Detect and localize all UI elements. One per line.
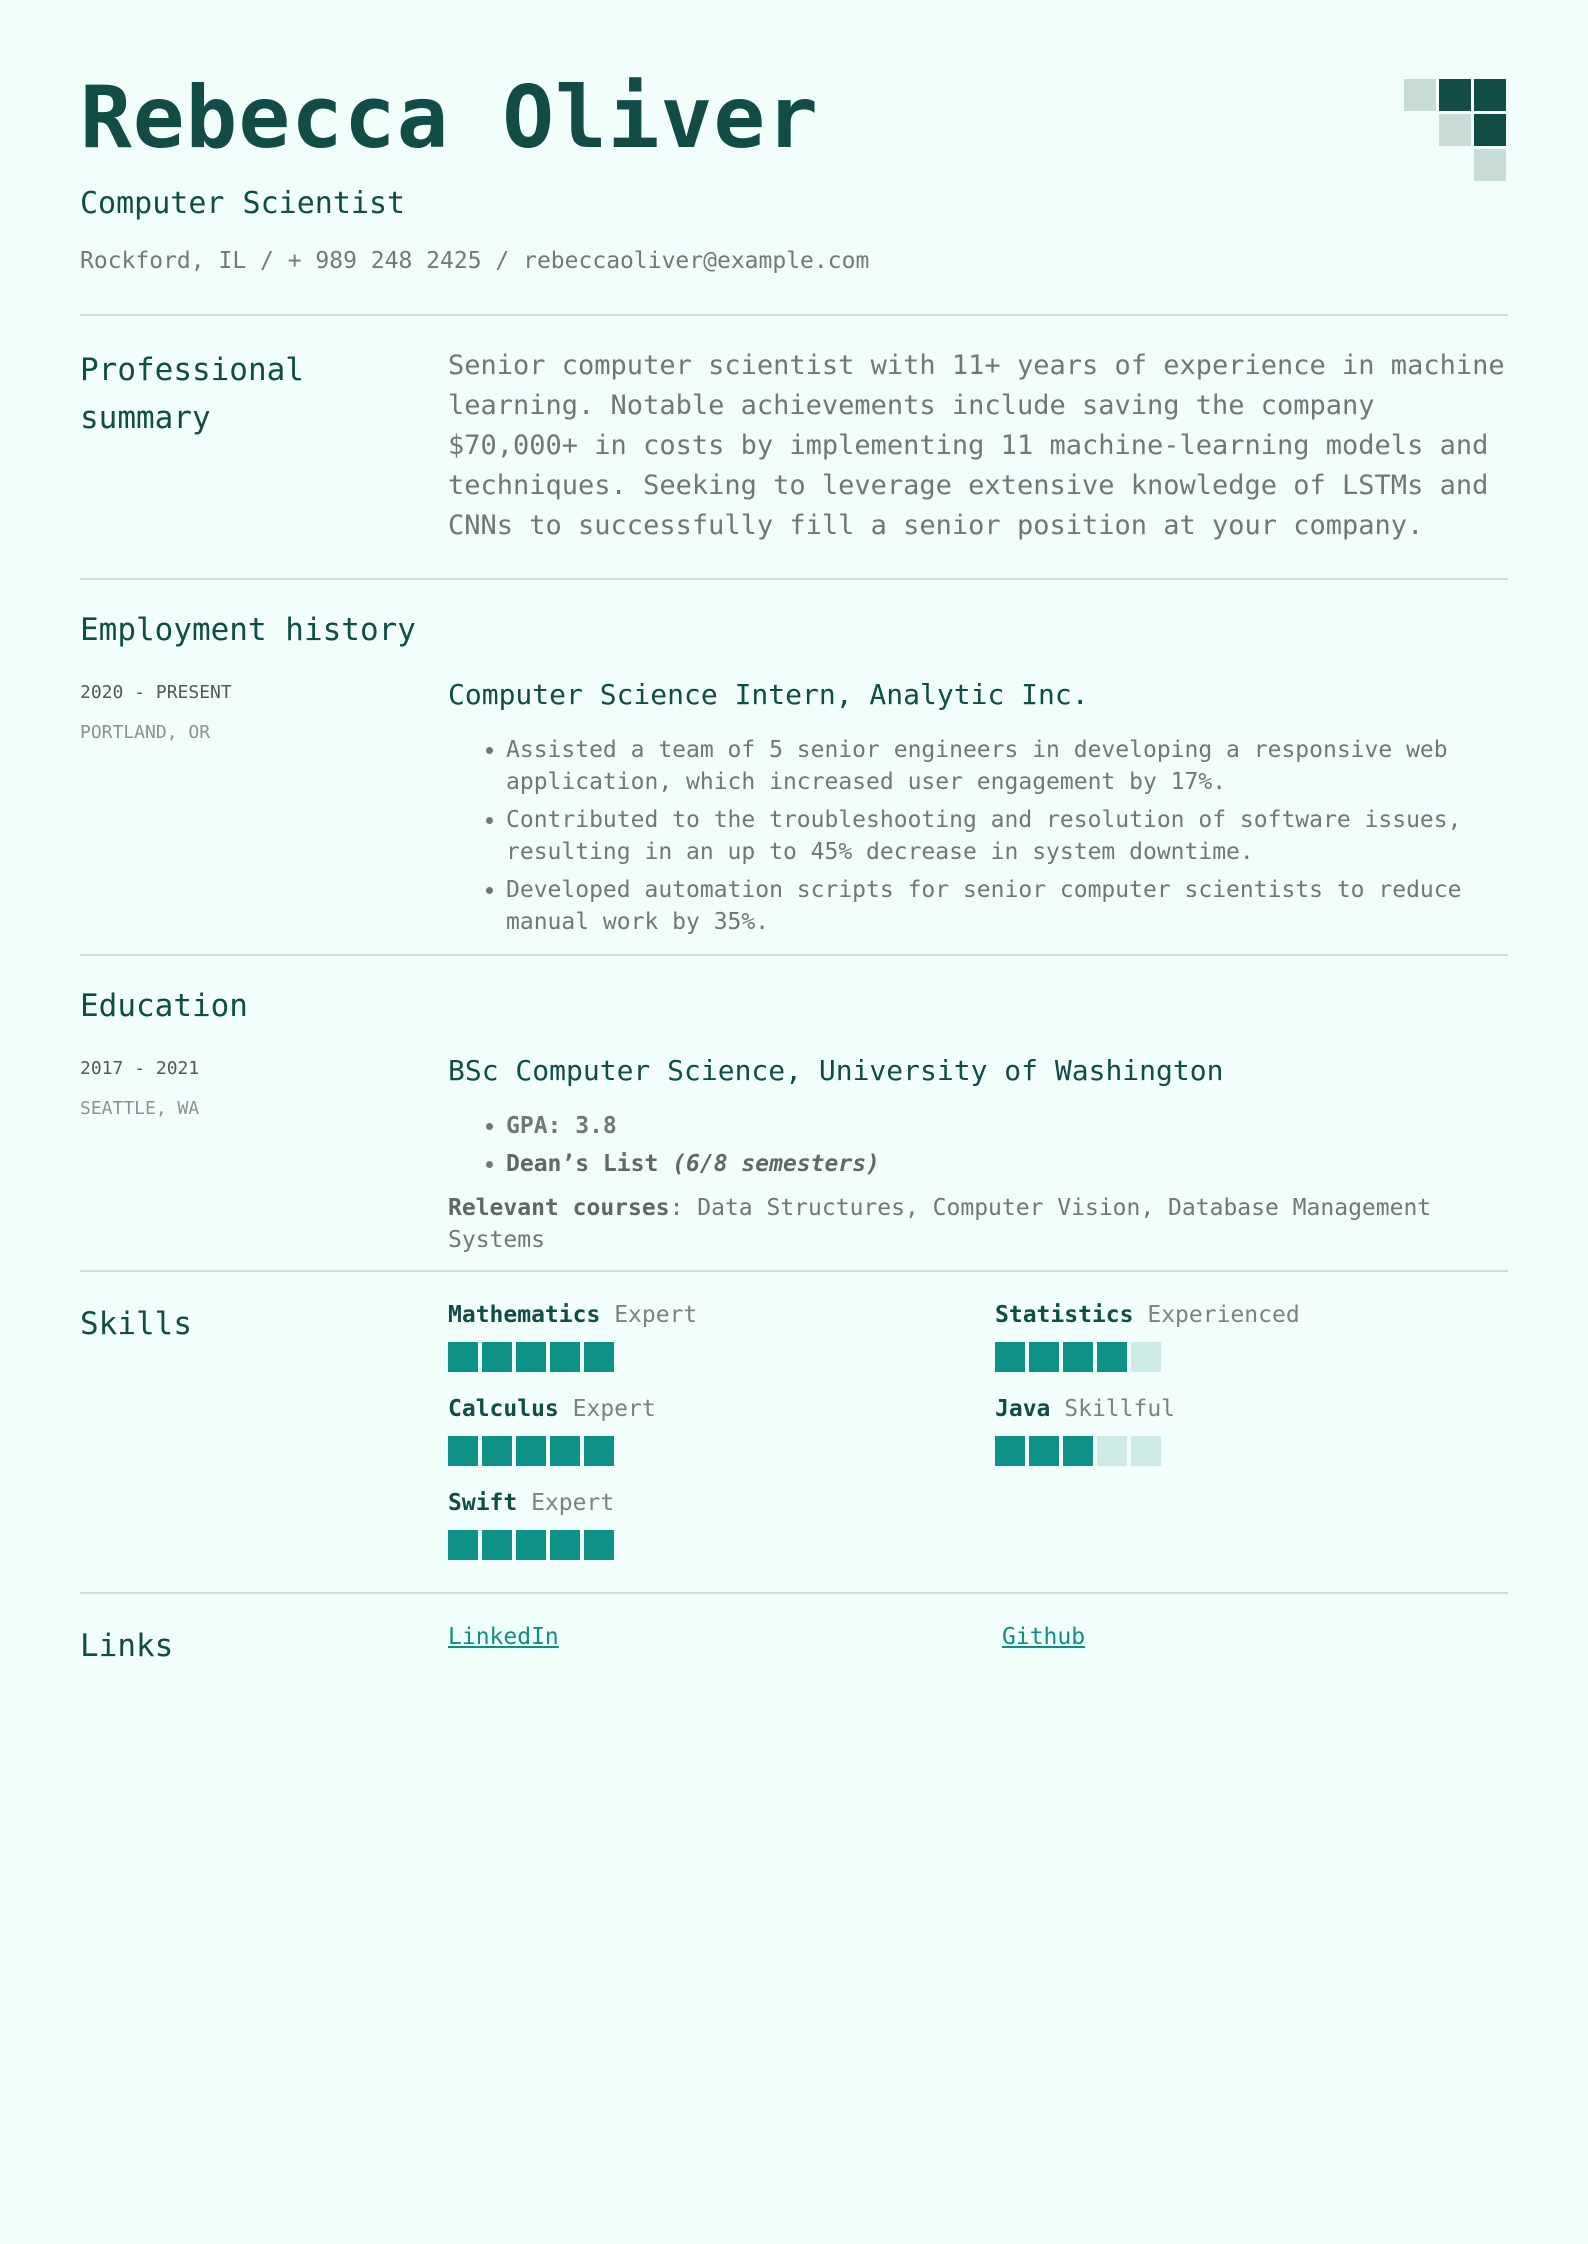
deans-list-label: Dean’s List [506,1151,659,1177]
skill-segment-filled [995,1342,1025,1372]
skill-rating-bar [995,1342,1508,1372]
skill-segment-filled [516,1530,546,1560]
logo-square [1474,149,1506,181]
skill-item [995,1300,1508,1372]
skill-rating-bar [448,1530,995,1560]
logo-square [1439,114,1471,146]
skill-rating-bar [448,1342,995,1372]
skill-name: Statistics [995,1302,1134,1328]
job-bullet: • Contributed to the troubleshooting and resolution of software issues, resulting in an up to 45% decrease in system downtime. [506,804,1508,868]
skill-rating-bar [995,1436,1508,1466]
job-bullet: • Developed automation scripts for senior computer scientists to reduce manual work by 35%. [506,874,1508,938]
logo-square [1474,114,1506,146]
skill-segment-filled [1063,1342,1093,1372]
skill-label [448,1300,995,1330]
skill-level: Experienced [1147,1302,1300,1328]
skill-segment-filled [1063,1436,1093,1466]
education-section [80,954,1508,1270]
skill-item [995,1394,1508,1466]
links-heading: Links [80,1628,174,1664]
job-location: PORTLAND, OR [80,722,211,743]
courses-label: Relevant courses [448,1195,670,1221]
job-dates: 2020 - PRESENT [80,682,232,703]
summary-heading [80,346,448,442]
skill-name: Java [995,1396,1051,1422]
education-heading: Education [80,988,248,1024]
skill-segment-filled [584,1436,614,1466]
skill-segment-filled [1029,1436,1059,1466]
logo-square [1439,79,1471,111]
skill-label [995,1394,1508,1424]
skills-heading: Skills [80,1306,192,1342]
summary-text: Senior computer scientist with 11+ years of experience in machine learning. Notable achievements include saving the company $70,000+ in costs by implementing 11 machine-learning models and techniques. Seeking to leverage extensive knowledge of LSTMs and CNNs to successfully fill a senior position at your company. [448,350,1505,541]
employment-section [80,578,1508,954]
education-entry [80,1052,1508,1256]
skills-grid [448,1300,1508,1560]
skill-segment-filled [448,1342,478,1372]
github-link[interactable]: Github [1002,1624,1086,1650]
skill-segment-filled [995,1436,1025,1466]
skill-label [448,1394,995,1424]
links-section [80,1592,1508,1690]
gpa-item: • GPA: 3.8 [506,1110,1508,1142]
skill-segment-filled [550,1342,580,1372]
job-bullets [448,734,1508,938]
skill-segment-filled [482,1342,512,1372]
skill-segment-filled [482,1436,512,1466]
logo-square [1404,79,1436,111]
summary-section [80,314,1508,578]
skill-segment-filled [1029,1342,1059,1372]
skill-item [448,1300,995,1372]
job-position: Computer Science Intern, Analytic Inc. [448,678,1089,711]
skill-segment-filled [584,1342,614,1372]
summary-heading-line1: Professional [80,352,304,388]
deans-list-item [506,1148,1508,1180]
job-bullet: • Assisted a team of 5 senior engineers in developing a responsive web application, which increased user engagement by 17%. [506,734,1508,798]
skill-segment-filled [482,1530,512,1560]
logo-icon [1404,79,1508,183]
skill-label [448,1488,995,1518]
skill-level: Expert [531,1490,615,1516]
skill-level: Skillful [1064,1396,1176,1422]
skill-segment-empty [1131,1342,1161,1372]
skill-rating-bar [448,1436,995,1466]
job-title: Computer Scientist [80,186,406,221]
summary-heading-line2: summary [80,400,211,436]
employment-heading: Employment history [80,612,416,648]
courses-list: : Data Structures, Computer Vision, Database Management Systems [448,1195,1432,1253]
skill-segment-filled [516,1436,546,1466]
skill-level: Expert [572,1396,656,1422]
skill-segment-filled [516,1342,546,1372]
skill-name: Swift [448,1490,518,1516]
skill-level: Expert [614,1302,698,1328]
skill-label [995,1300,1508,1330]
skill-segment-filled [550,1530,580,1560]
skill-item [448,1488,995,1560]
deans-list-detail: (6/8 semesters) [672,1151,880,1177]
skill-segment-empty [1131,1436,1161,1466]
degree-title: BSc Computer Science, University of Washington [448,1054,1224,1087]
candidate-name: Rebecca Oliver [80,68,819,168]
education-bullets [448,1110,1508,1180]
logo-square [1474,79,1506,111]
resume-header [80,0,1508,276]
skills-section [80,1270,1508,1592]
skill-segment-empty [1097,1436,1127,1466]
skill-segment-filled [550,1436,580,1466]
skill-name: Calculus [448,1396,559,1422]
linkedin-link[interactable]: LinkedIn [448,1624,559,1650]
skill-item [448,1394,995,1466]
skill-segment-filled [1097,1342,1127,1372]
skill-segment-filled [584,1530,614,1560]
job-entry [80,676,1508,944]
skill-name: Mathematics [448,1302,601,1328]
education-location: SEATTLE, WA [80,1098,200,1119]
education-dates: 2017 - 2021 [80,1058,200,1079]
skill-segment-filled [448,1530,478,1560]
contact-info: Rockford, IL / + 989 248 2425 / rebeccaoliver@example.com [80,248,870,274]
relevant-courses [448,1192,1508,1256]
skill-segment-filled [448,1436,478,1466]
